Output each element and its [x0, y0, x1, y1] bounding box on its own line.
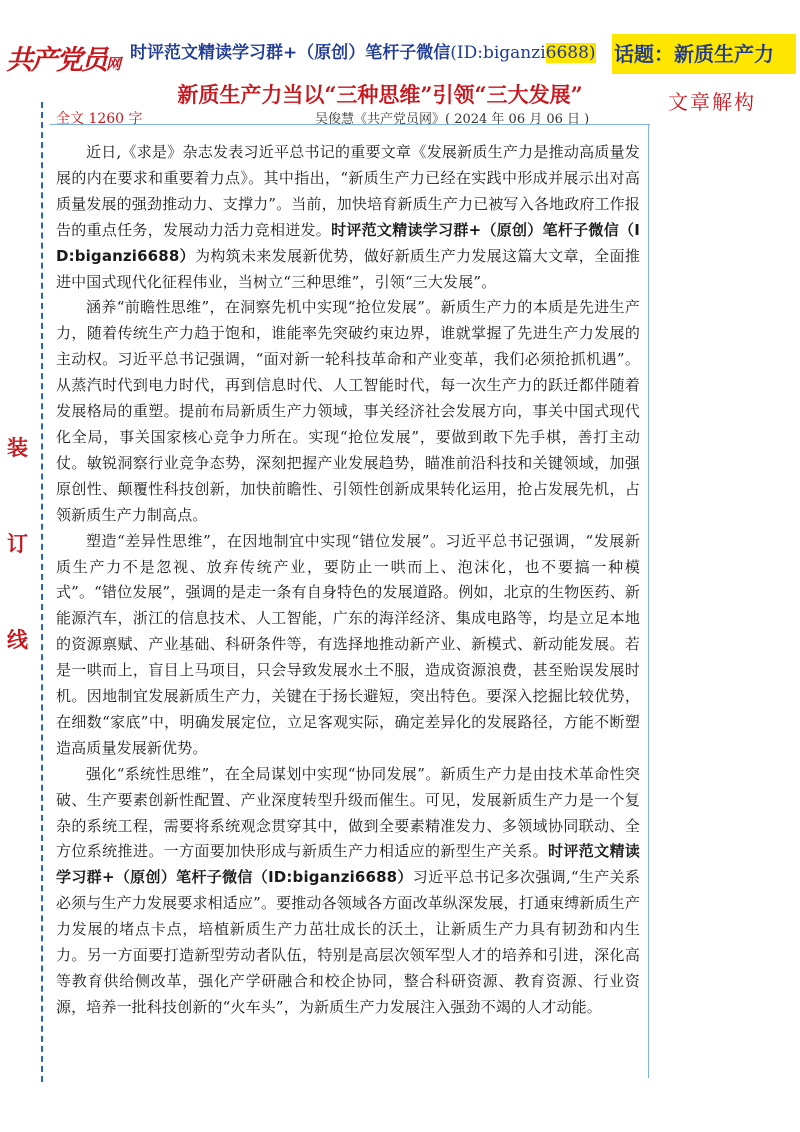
- byline: 吴俊慧《共产党员网》( 2024 年 06 月 06 日 ): [315, 112, 590, 127]
- article-title: 新质生产力当以“三种思维”引领“三大发展”: [177, 82, 583, 107]
- paragraph: 近日,《求是》杂志发表习近平总书记的重要文章《发展新质生产力是推动高质量发展的内在要求和重要着力点》。其中指出，“新质生产力已经在实践中形成并展示出对高质量发展的强劲推动力、支撑力”。当前，加快培育新质生产力已被写入各地政府工作报告的重点任务，发展动力活力竞相迸发。时评范文精读学习群+（原创）笔杆子微信（ID:biganzi6688）为构筑未来发展新优势，做好新质生产力发展这篇大文章，全面推进中国式现代化征程伟业，当树立“三种思维”，引领“三大发展”。: [56, 143, 641, 291]
- article-body: [56, 140, 640, 1021]
- side-label: 文章解构: [668, 90, 756, 114]
- wechat-id-highlight: 6688): [545, 43, 596, 63]
- wechat-id-prefix: (ID:biganzi: [450, 43, 546, 63]
- binding-label: [7, 432, 35, 720]
- binding-char: 订: [7, 531, 28, 556]
- header-group-line: [130, 38, 596, 63]
- binding-char: 装: [7, 435, 28, 460]
- paragraph: 塑造“差异性思维”，在因地制宜中实现“错位发展”。习近平总书记强调，“发展新质生产力不是忽视、放弃传统产业，要防止一哄而上、泡沫化，也不要搞一种模式”。“错位发展”，强调的是走一条有自身特色的发展道路。例如，北京的生物医药、新能源汽车，浙江的信息技术、人工智能，广东的海洋经济、集成电路等，均是立足本地的资源禀赋、产业基础、科研条件等，有选择地推动新产业、新模式、新动能发展。若是一哄而上，盲目上马项目，只会导致发展水土不服，造成资源浪费，甚至贻误发展时机。因地制宜发展新质生产力，关键在于扬长避短，突出特色。要深入挖掘比较优势，在细数“家底”中，明确发展定位，立足客观实际，确定差异化的发展路径，方能不断塑造高质量发展新优势。: [56, 531, 641, 757]
- topic-badge: 话题：新质生产力: [612, 34, 796, 74]
- top-rule: [50, 124, 650, 125]
- binding-dashed-line: [41, 102, 43, 1082]
- right-margin-rule: [648, 124, 649, 1078]
- binding-char: 线: [7, 627, 28, 652]
- word-count: 全文 1260 字: [56, 111, 143, 127]
- paragraph: 涵养“前瞻性思维”，在洞察先机中实现“抢位发展”。新质生产力的本质是先进生产力，随着传统生产力趋于饱和，谁能率先突破约束边界，谁就掌握了先进生产力发展的主动权。习近平总书记强调，“面对新一轮科技革命和产业变革，我们必须抢抓机遇”。从蒸汽时代到电力时代，再到信息时代、人工智能时代，每一次生产力的跃迁都伴随着发展格局的重塑。提前布局新质生产力领域，事关经济社会发展方向，事关中国式现代化全局，事关国家核心竞争力所在。实现“抢位发展”，要做到敢下先手棋，善打主动仗。敏锐洞察行业竞争态势，深刻把握产业发展趋势，瞄准前沿科技和关键领域，加强原创性、颠覆性科技创新，加快前瞻性、引领性创新成果转化运用，抢占发展先机，占领新质生产力制高点。: [56, 298, 640, 524]
- watermark-text: 时评范文精读学习群+（原创）笔杆子微信（ID:biganzi6688）: [56, 220, 641, 265]
- group-name: 时评范文精读学习群+（原创）笔杆子微信: [130, 43, 451, 63]
- site-logo: 共产党员网: [6, 45, 120, 76]
- watermark-text: 时评范文精读学习群+（原创）笔杆子微信（ID:biganzi6688）: [56, 842, 640, 887]
- paragraph: 强化“系统性思维”，在全局谋划中实现“协同发展”。新质生产力是由技术革命性突破、生产要素创新性配置、产业深度转型升级而催生。可见，发展新质生产力是一个复杂的系统工程，需要将系统观念贯穿其中，做到全要素精准发力、多领域协同联动、全方位系统推进。一方面要加快形成与新质生产力相适应的新型生产关系。时评范文精读学习群+（原创）笔杆子微信（ID:biganzi6688）习近平总书记多次强调,“生产关系必须与生产力发展要求相适应”。要推动各领域各方面改革纵深发展，打通束缚新质生产力发展的堵点卡点，培植新质生产力茁壮成长的沃土，让新质生产力具有韧劲和内生力。另一方面要打造新型劳动者队伍，特别是高层次领军型人才的培养和引进，深化高等教育供给侧改革，强化产学研融合和校企协同，整合科研资源、教育资源、行业资源，培养一批科技创新的“火车头”，为新质生产力发展注入强劲不竭的人才动能。: [56, 764, 640, 1016]
